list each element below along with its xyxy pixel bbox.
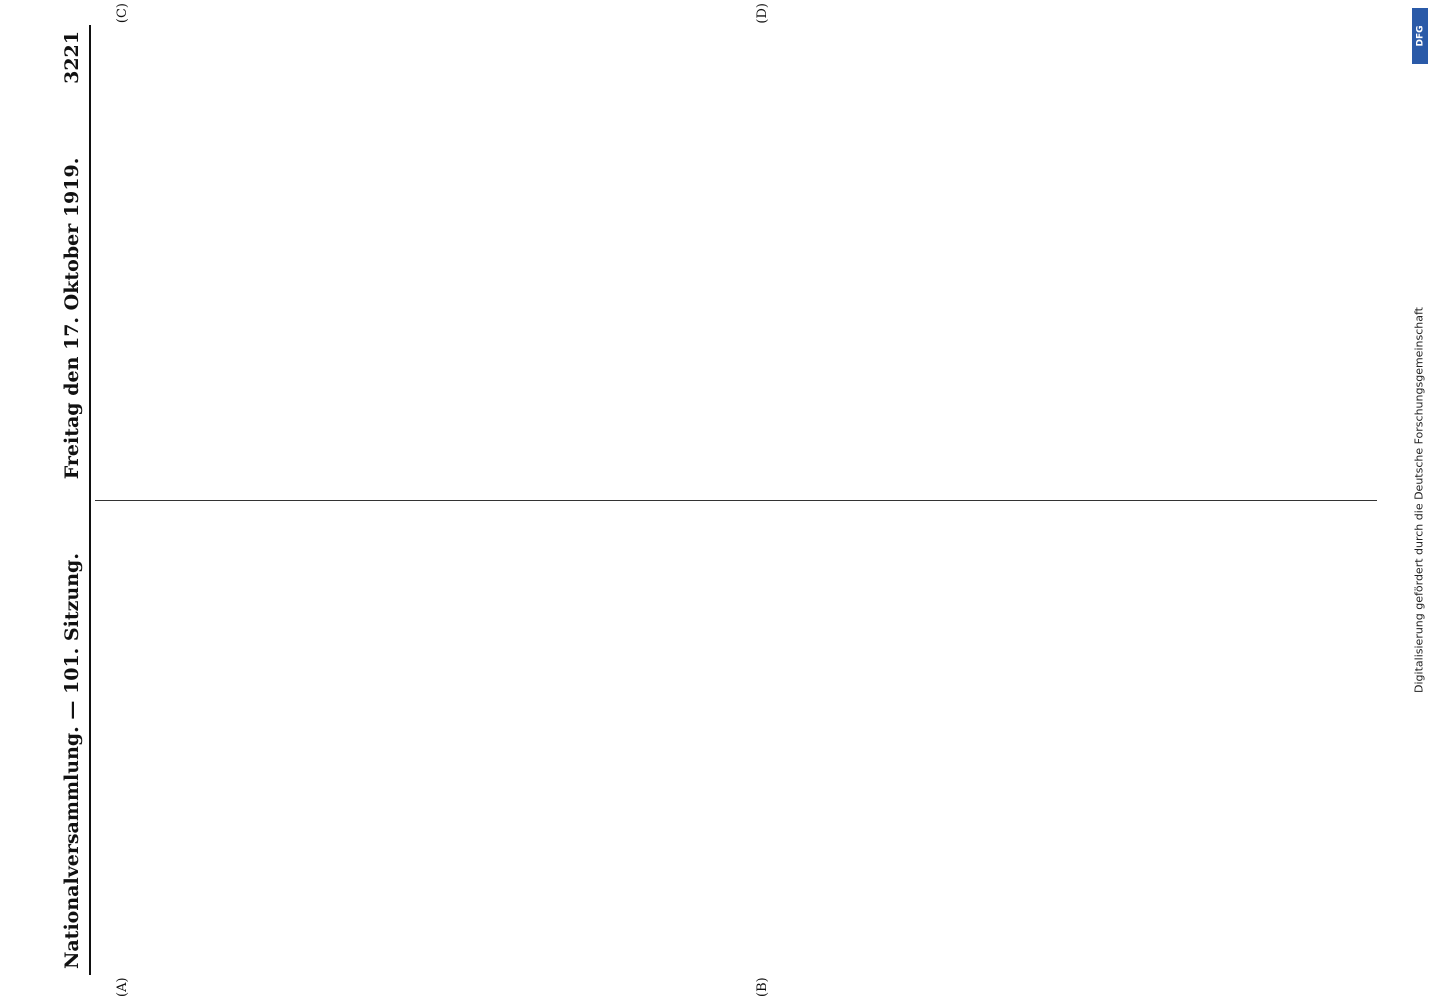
page-number: 3221 bbox=[61, 31, 83, 84]
running-head-left: Nationalversammlung. — 101. Sitzung. bbox=[61, 553, 83, 969]
newspaper-page bbox=[55, 3, 1385, 997]
dfg-logo: DFG bbox=[1412, 8, 1428, 64]
column-right bbox=[95, 31, 1377, 486]
margin-letter-a: (A) bbox=[115, 977, 130, 997]
margin-letter-c: (C) bbox=[115, 3, 130, 24]
column-divider bbox=[95, 500, 1377, 501]
page-scan bbox=[55, 0, 1385, 1000]
margin-letter-d: (D) bbox=[755, 3, 770, 24]
dfg-credit: Digitalisierung gefördert durch die Deutsche Forschungsgemeinschaft bbox=[1412, 307, 1426, 693]
margin-letter-b: (B) bbox=[755, 977, 770, 997]
dfg-side-strip bbox=[1404, 0, 1434, 1000]
running-head-center: Freitag den 17. Oktober 1919. bbox=[61, 157, 83, 480]
running-head bbox=[55, 25, 91, 975]
column-left bbox=[95, 514, 1377, 969]
